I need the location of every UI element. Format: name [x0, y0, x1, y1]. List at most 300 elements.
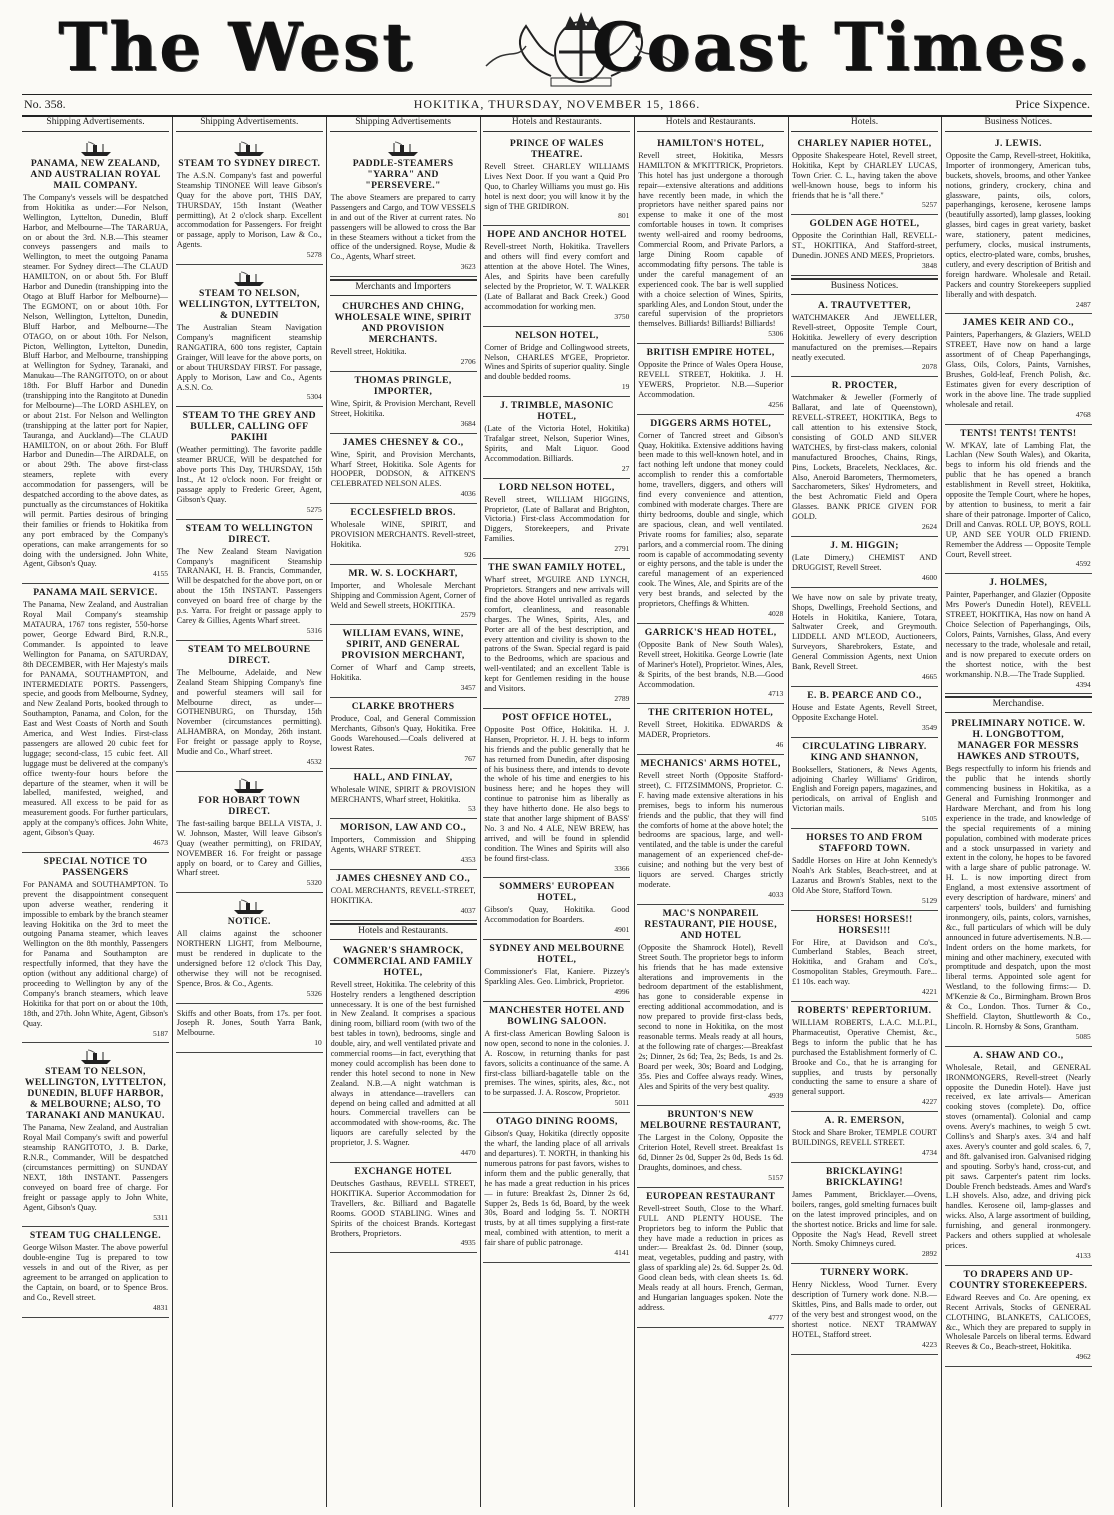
ad-number: 4223: [922, 1339, 937, 1349]
ad-body: Corner of Wharf and Camp streets, Hokitika.: [330, 663, 476, 683]
ad-number: 4133: [1075, 1250, 1091, 1260]
ad-title: STEAM TO NELSON, WELLINGTON, LYTTELTON, & DUNEDIN: [178, 288, 320, 322]
ad-number: 926: [464, 549, 476, 559]
ad-title: NELSON HOTEL,: [515, 329, 599, 341]
advertisement: [791, 1112, 938, 1163]
ad-title: A. SHAW AND CO.,: [973, 1049, 1064, 1061]
advertisement: [945, 574, 1092, 694]
ad-title: E. B. PEARCE AND CO.,: [807, 689, 922, 701]
advertisement: [330, 372, 477, 434]
ad-title: HORSES TO AND FROM STAFFORD TOWN.: [806, 832, 923, 855]
ad-number: 3848: [922, 261, 937, 271]
ad-title: MECHANICS' ARMS HOTEL,: [640, 758, 781, 770]
ad-number: 4831: [153, 1302, 168, 1312]
ad-title: ECCLESFIELD BROS.: [350, 507, 456, 519]
column-rule: [634, 117, 635, 1507]
ad-title: BRUNTON'S NEW MELBOURNE RESTAURANT,: [640, 1109, 782, 1132]
ad-title: WILLIAM EVANS, WINE, SPIRIT, AND GENERAL PROVISION MERCHANT,: [341, 628, 465, 662]
ad-body: For Hire, at Davidson and Co's., Cumberland Stables, Beach street, Hokitika, and Graham and Co's., Cosmopolitan Stables, Greymouth. Fare... £1 10s. each way.: [792, 937, 937, 987]
steamship-icon: [232, 271, 266, 287]
advertisement: [176, 265, 323, 407]
ad-body: George Wilson Master. The above powerful double-engine Tug is prepared to tow vessels in and out of the River, as per agreement to be arranged on application to the Captain, on board, or to Spence Bros. and Co., Revell street.: [23, 1243, 168, 1302]
ad-body: Revell-street South, Close to the Wharf. FULL AND PLENTY HOUSE. The Proprietors beg to inform the Public that they have made a reduction in prices as under:— Breakfast 2s. 0d. Dinner (soup, meat, vegetables, pudding and pastry, with glass of sparkling ale) 2s. 6d. Supper 2s. 0d. Good clean beds, with clean sheets 1s. 6d. Meals ready at all hours. French, German, and Hungarian languages spoken. Note the address.: [638, 1203, 784, 1312]
advertisement: [483, 135, 630, 226]
ad-body: The Panama, New Zealand, and Australian Royal Mail Company's swift and powerful steamship RANGITOTO, J. B. Darke, R.N.R., Commander, Will be despatched (circumstances permitting) on SUNDAY NEXT, 18th INSTANT. Passengers conveyed on board free of charge. For freight or passage apply to John White, Agent, Gibson's Quay.: [23, 1123, 168, 1212]
advertisement: [791, 135, 938, 215]
ad-title: SOMMERS' EUROPEAN HOTEL,: [499, 881, 615, 904]
ad-number: 5278: [306, 250, 322, 260]
ad-body: James Pamment, Bricklayer.—Ovens, boilers, ranges, gold smelting furnaces built on the latest improved principles, and on the shortest notice. Bricks and lime for sale. Opposite the Nag's Head, Revell street North. Smoky Chimneys cured.: [792, 1189, 937, 1249]
ad-body: All claims against the schooner NORTHERN LIGHT, from Melbourne, must be rendered in duplicate to the undersigned before 12 o'clock This Day, otherwise they will not be recognised. Spence, Bros. & Co., Agents.: [176, 929, 322, 988]
ad-body: The Australian Steam Navigation Company's magnificent steamship RANGATIRA, 600 tons register, Captain Grainger, Will leave for the above ports, on or about THURSDAY FIRST. For passage, Apply to Morison, Law and Co., Agents A.S.N. Co.: [176, 323, 322, 392]
ad-title: THE SWAN FAMILY HOTEL,: [488, 562, 626, 574]
ad-number: 4777: [768, 1312, 784, 1322]
ad-title: STEAM TO WELLINGTON DIRECT.: [185, 522, 313, 545]
column-heading: Hotels.: [791, 117, 938, 132]
advertisement: [637, 624, 784, 704]
masthead: [0, 0, 1114, 92]
ad-title: JAMES CHESNEY & CO.,: [342, 436, 464, 448]
ad-body: Revell street, Hokitika. The celebrity of this Hostelry renders a lengthened description unnecessary. It is one of the best furnished in New Zealand. It comprises a spacious dining room, billiard room (with two of the best tables in town), bedrooms, single and double, airy, and well ventilated private and commercial rooms—in fact, everything that money could accomplish has been done to render this hotel second to none in New Zealand. N.B.—A night watchman is always in attendance—travellers can depend on being called and admitted at all hours. Commercial travellers can be accommodated with show-rooms, &c. The liquors are carefully selected by the proprietor, J. S. Wagner.: [330, 979, 476, 1148]
advertisement: [330, 1163, 477, 1253]
section-heading: Merchants and Importers: [330, 279, 477, 296]
ad-title: EUROPEAN RESTAURANT: [646, 1190, 776, 1202]
ad-number: 4939: [768, 1091, 784, 1101]
advertisement: [176, 893, 323, 1003]
ad-body: W. M'KAY, late of Lambing Flat, the Lachlan (New South Wales), and Okarita, begs to inform his old friends and the public that he has opened a branch establishment in Revell street, Hokitika, opposite the Temple Court, where he hopes, by attention to business, to merit a fair share of their patronage. Importer of Calico, Drill and Canvas. ROLL UP, BOYS, ROLL UP, AND SEE YOUR OLD FRIEND. Remember the Address — Opposite Temple Court, Revell street.: [945, 440, 1091, 559]
ad-number: 4394: [1075, 679, 1091, 689]
ad-title: CHARLEY NAPIER HOTEL,: [797, 137, 932, 149]
ad-title: HOPE AND ANCHOR HOTEL: [487, 229, 627, 241]
ad-title: MAC'S NONPAREIL RESTAURANT, PIE HOUSE, AND HOTEL: [644, 907, 778, 941]
advertisement: [330, 870, 477, 921]
ad-number: 4996: [614, 987, 630, 996]
ad-number: 3549: [922, 722, 937, 732]
ad-title: A. R. EMERSON,: [824, 1115, 905, 1127]
ad-number: 5320: [306, 878, 322, 888]
ad-title: ROBERTS' REPERTORIUM.: [797, 1005, 932, 1016]
ad-number: 5105: [922, 814, 937, 824]
ad-number: 4532: [306, 756, 322, 766]
advertisement: [22, 135, 169, 584]
ad-number: 10: [314, 1038, 322, 1048]
ad-body: (Late Dimery,) CHEMIST AND DRUGGIST, Revell Street.: [792, 553, 937, 572]
ad-title: CIRCULATING LIBRARY. KING AND SHANNON,: [802, 740, 927, 763]
ad-body: Wine, Spirit, & Provision Merchant, Revell Street, Hokitika.: [330, 398, 476, 418]
advertisement: [637, 344, 784, 415]
ad-title: THOMAS PRINGLE, IMPORTER,: [354, 374, 452, 397]
ad-number: 2791: [614, 544, 630, 554]
ad-title: STEAM TO THE GREY AND BULLER, CALLING OFF PAKIHI: [182, 410, 316, 444]
ad-body: Painter, Paperhanger, and Glazier (Opposite Mrs Power's Dunedin Hotel), REVELL STREET, HOKITIKA, Has now on hand A Choice Selection of Paperhangings, Oils, Colors, Paints, Varnishes, Glass, And every necessary to the trade, wholesale and retail, and is now prepared to execute orders on the shortest notice, with the best workmanship. N.B.—The Trade Supplied.: [945, 590, 1091, 679]
ad-body: The Panama, New Zealand, and Australian Royal Mail Company's steamship MATAURA, 1767 tons register, 550-horse power, George Edward Bird, R.N.R., Commander. Is appointed to leave Wellington for Panama, on SATURDAY, 8th DECEMBER, with Her Majesty's mails for PANAMA, SOUTHAMPTON, and INTERMEDIATE PORTS. Passengers, specie, and goods from Melbourne, Sydney, and New Zealand Ports, booked through to Southampton, Panama, and Colon, for the East and West Coasts of North and South America, and West Indies. First-class passengers are allowed 20 cubic feet for luggage; second-class, 15 cubic feet. All luggage must be delivered at the company's office twenty-four hours before the departure of the steamer, when it will be labelled, manifested, weighed, and measured. All excess to be paid for as measurement goods. For further particulars, apply at the company's offices. John White, agent, Gibson's Quay.: [23, 600, 168, 838]
ad-title: MR. W. S. LOCKHART,: [348, 567, 458, 579]
ad-body: Opposite Shakespeare Hotel, Revell street, Hokitika, Kept by CHARLEY LUCAS, Town Crier. C. L., having taken the above well-known house, begs to inform his friends that he is "all there.": [792, 150, 937, 200]
advertisement: [945, 425, 1092, 575]
section-heading: Business Notices.: [791, 278, 938, 295]
ad-number: 4155: [153, 569, 168, 579]
advertisement: [945, 1266, 1092, 1367]
ad-title: CLARKE BROTHERS: [351, 701, 455, 713]
ad-title: A. TRAUTVETTER,: [818, 299, 911, 311]
ad-title: STEAM TO NELSON, WELLINGTON, LYTTELTON, DUNEDIN, BLUFF HARBOR, & MELBOURNE; ALSO, TO TARANAKI AND MANUKAU.: [24, 1066, 167, 1122]
ad-title: STEAM TO SYDNEY DIRECT.: [178, 157, 321, 169]
ad-body: For PANAMA and SOUTHAMPTON. To prevent the disappointment consequent upon adverse weather, rendering it impossible to embark by the branch steamer leaving Hokitika on the 3rd to meet the outgoing Panama steamer, which leaves Wellington on the 8th monthly, Passengers for Panama and Southampton are respectfully informed, that they have the option (without any additional charge) of proceeding to Wellington by any of the Company's branch steamers, which leave Hokitika for that port on or about the 10th, 18th, and 27th. John White, Agent, Gibson's Quay.: [23, 879, 168, 1028]
ad-number: 4033: [768, 889, 784, 899]
column-heading: Shipping Advertisements.: [176, 117, 323, 132]
advertisement: [330, 135, 477, 277]
ad-title: LORD NELSON HOTEL,: [499, 481, 615, 493]
ad-title: DIGGERS ARMS HOTEL,: [650, 417, 772, 429]
advertisement: [791, 687, 938, 738]
ad-body: The above Steamers are prepared to carry Passengers and Cargo, and TOW VESSELS in and out of the River at current rates. No passengers will be allowed to cross the Bar in these Steamers without a ticket from the office of the undersigned. Royse, Mudie & Co., Agents, Wharf street.: [330, 192, 476, 262]
ad-body: Stock and Share Broker, TEMPLE COURT BUILDINGS, REVELL STREET.: [792, 1128, 937, 1148]
advertisement: [637, 415, 784, 624]
ad-number: 4470: [460, 1148, 476, 1158]
advertisement: [22, 584, 169, 853]
advertisement: [637, 755, 784, 905]
masthead-title-left: The West: [58, 8, 415, 86]
advertisement: [483, 559, 630, 709]
steamship-icon: [232, 899, 266, 915]
ad-number: 4036: [460, 489, 476, 499]
ad-number: 5157: [768, 1172, 784, 1182]
advertisement: [483, 1002, 630, 1113]
ad-number: 2487: [1075, 299, 1091, 309]
steamship-icon: [79, 141, 113, 157]
advertisement: [945, 715, 1092, 1046]
ad-number: 5306: [768, 329, 784, 339]
ad-number: 4037: [460, 905, 476, 915]
ad-body: Opposite the Prince of Wales Opera House, REVELL STREET, Hokitika. J. H. YEWERS, Proprietor. N.B.—Superior Accommodation.: [638, 360, 784, 399]
advertisement: [791, 588, 938, 687]
ad-title: WAGNER'S SHAMROCK, COMMERCIAL AND FAMILY HOTEL,: [333, 944, 474, 978]
ad-number: 53: [468, 804, 476, 814]
ad-title: PRELIMINARY NOTICE. W. H. LONGBOTTOM, MANAGER FOR MESSRS HAWKES AND STROUTS,: [951, 718, 1086, 763]
ad-number: 46: [775, 740, 784, 750]
ad-body: Henry Nickless, Wood Turner. Every description of Turnery work done. N.B.—Skittles, Pins, and Balls made to order, out of the very best and strongest wood, on the shortest notice. NEXT TRAMWAY HOTEL, Stafford street.: [792, 1280, 937, 1339]
column-rule: [788, 117, 789, 1507]
advertisement: [330, 625, 477, 698]
advertisement: [330, 769, 477, 820]
advertisement: [791, 297, 938, 377]
ad-number: 2624: [922, 522, 937, 532]
ad-number: 2078: [922, 362, 937, 372]
advertisement: [176, 641, 323, 772]
ad-title: BRITISH EMPIRE HOTEL,: [646, 347, 775, 359]
advertisement: [176, 1004, 323, 1054]
ad-title: NOTICE.: [227, 916, 271, 928]
column-rule: [172, 117, 173, 1507]
advertisement: [483, 226, 630, 326]
column-heading: Shipping Advertisements: [330, 117, 477, 132]
ad-number: 5311: [153, 1212, 168, 1222]
advertisement: [483, 709, 630, 879]
ad-number: 3684: [460, 418, 476, 428]
ad-body: Saddle Horses on Hire at John Kennedy's Noah's Ark Stables, Beach-street, and at Lazarus and Brown's Stables, next to the Old Abe Store, Stafford Town.: [792, 856, 937, 895]
ad-number: 5085: [1075, 1031, 1091, 1041]
ad-title: CHURCHES AND CHING, WHOLESALE WINE, SPIRIT AND PROVISION MERCHANTS.: [334, 301, 472, 346]
advertisement: [791, 738, 938, 829]
advertisement: [945, 135, 1092, 315]
ad-title: J. HOLMES,: [989, 577, 1048, 589]
advertisement: [330, 698, 477, 769]
ad-number: 4768: [1075, 409, 1091, 419]
ad-number: 4221: [922, 987, 937, 997]
ad-body: Wholesale WINE, SPIRIT, and PROVISION MERCHANTS. Revell-street, Hokitika.: [330, 520, 476, 549]
ad-number: 3457: [460, 683, 476, 693]
ad-number: 4665: [922, 671, 937, 681]
ad-number: 5304: [306, 392, 322, 402]
ad-number: 4713: [768, 689, 784, 699]
ad-body: We have now on sale by private treaty, Shops, Dwellings, Freehold Sections, and Hotels in Hokitika, Kaniere, Totara, Saltwater Creek, and Greymouth. LIDDELL AND M'LEOD, Auctioneers, Surveyors, Sharebrokers, Estate, and General Commission Agents, next Union Bank, Revell Street.: [792, 592, 937, 672]
ad-number: 2579: [460, 610, 476, 620]
advertisement: [176, 772, 323, 893]
ad-body: The A.S.N. Company's fast and powerful Steamship TINONEE Will leave Gibson's Quay for the above port, THIS DAY, THURSDAY, 15th Instant (Weather permitting), At 2 o'clock sharp. Excellent accommodation for Passengers. For freight or passage, apply to Morison, Law & Co., Agents.: [176, 170, 322, 250]
ad-title: THE CRITERION HOTEL,: [648, 707, 774, 719]
ad-body: (Opposite Bank of New South Wales), Revell street, Hokitika. George Lowrie (late of Mariner's Hotel), Proprietor. Wines, Ales, & Spirits, of the best brands, N.B.—Good Accommodation.: [638, 639, 784, 689]
advertisement: [483, 479, 630, 559]
ad-body: Importer, and Wholesale Merchant Shipping and Commission Agent, Corner of Weld and Sewell streets, HOKITIKA.: [330, 580, 476, 610]
column-7: [945, 117, 1092, 1507]
ad-number: 4227: [922, 1097, 937, 1107]
advertisement: [330, 819, 477, 870]
ad-number: 2789: [614, 693, 630, 703]
ad-body: Revell Street, Hokitika. EDWARDS & MADER, Proprietors.: [638, 720, 784, 740]
column-heading: Hotels and Restaurants.: [637, 117, 784, 132]
ad-body: Revell street, WILLIAM HIGGINS, Proprietor, (Late of Ballarat and Brighton, Victoria.) First-class Accommodation for Diggers, Storekeepers, and Private Families.: [484, 494, 630, 544]
ad-body: Edward Reeves and Co. Are opening, ex Recent Arrivals, Stocks of GENERAL CLOTHING, BLANKETS, CALICOES, &c., Which they are prepared to supply in Wholesale Parcels on liberal terms. Edward Reeves & Co., Beach-street, Hokitika.: [945, 1292, 1091, 1352]
ad-number: 767: [464, 753, 476, 763]
ad-title: J. LEWIS.: [994, 137, 1042, 149]
ad-body: Begs respectfully to inform his friends and the public that he intends shortly commencing business in Hokitika, as a General and Furnishing Ironmonger and Hardware Merchant, and from his long experience in the trade, and knowledge of the special requirements of a mining population, combined with moderate prices and a stock unsurpassed in variety and extent in the colony, he hopes to be favored with a large share of public patronage. W. H. L. is now importing direct from England, a most extensive assortment of every description of hardware, miners' and carpenters' tools, builders' and furnishing ironmongery, oils, paints, colors, varnishes, &c., full particulars of which will be duly announced in future advertisements. N.B.—Indent orders on the home markets, for mining and other machinery, executed with promptitude and despatch, upon the most liberal terms. Appointed sole agent for Westland, to the following firms:— D. M'Kenzie & Co., Birmingham. Brown Bros & Co., London. Thos. Turner & Co., Sheffield. Clayton, Shuttleworth & Co., Lincoln. R. Hornsby & Sons, Grantham.: [945, 764, 1091, 1031]
ad-body: (Weather permitting). The favorite paddle steamer BRUCE, Will be despatched for above ports This Day, THURSDAY, 15th Inst., At 12 o'clock noon. For freight or passage apply to Frederic Greer, Agent, Gibson's Quay.: [176, 445, 322, 504]
ad-title: TURNERY WORK.: [820, 1267, 909, 1279]
column-heading: Shipping Advertisements.: [22, 117, 169, 132]
issue-price: Price Sixpence.: [1015, 97, 1090, 111]
ad-body: Wholesale WINE, SPIRIT & PROVISION MERCHANTS, Wharf street, Hokitika.: [330, 784, 476, 804]
ad-title: BRICKLAYING! BRICKLAYING!: [826, 1165, 903, 1188]
column-4: [483, 117, 630, 1507]
ad-title: HAMILTON'S HOTEL,: [657, 137, 765, 149]
ad-title: GARRICK'S HEAD HOTEL,: [644, 626, 777, 638]
advertisement: [791, 1163, 938, 1264]
advertisement: [22, 1227, 169, 1317]
ad-number: 4935: [460, 1238, 476, 1248]
column-heading: Business Notices.: [945, 117, 1092, 132]
column-6: [791, 117, 938, 1507]
advertisement: [791, 911, 938, 1002]
ad-body: (Late of the Victoria Hotel, Hokitika) Trafalgar street, Nelson, Superior Wines, Spirits, and Malt Liquor. Good Accommodation. Billiards.: [484, 424, 630, 463]
ad-title: J. TRIMBLE, MASONIC HOTEL,: [500, 400, 614, 423]
ad-number: 3366: [614, 863, 630, 873]
steamship-icon: [232, 141, 266, 157]
ad-title: JAMES CHESNEY AND CO.,: [336, 873, 471, 885]
masthead-title-right: Coast Times.: [591, 8, 1092, 86]
ad-body: Revell street North (Opposite Stafford-street), C. FITZSIMMONS, Proprietor. C. F. having made extensive alterations in his premises, begs to inform his numerous friends and the public, that they will find the comforts of home at the above hotel; the bedrooms are spacious, large, and well-ventilated, and the table is under the careful management of an experienced chef-de-cuisine; and nothing but the very best of liquors are served. Charges strictly moderate.: [638, 771, 784, 889]
ad-number: 3623: [460, 262, 476, 272]
section-heading: Hotels and Restaurants.: [330, 923, 477, 940]
ad-title: EXCHANGE HOTEL: [354, 1166, 452, 1177]
column-rule: [941, 117, 942, 1507]
advertisement: [483, 940, 630, 1002]
column-rule: [326, 117, 327, 1507]
advertisement: [637, 1106, 784, 1188]
ad-body: The Largest in the Colony, Opposite the Criterion Hotel, Revell street. Breakfast 1s 6d, Dinner 2s 0d, Supper 2s 0d, Beds 1s 6d. Draughts, dominoes, and chess.: [638, 1133, 784, 1173]
ad-number: 3750: [614, 311, 630, 321]
ad-number: 4673: [153, 838, 168, 847]
advertisement: [945, 314, 1092, 424]
ad-body: Opposite the Corinthian Hall, REVELL-ST., HOKITIKA, And Stafford-street, Dunedin. JONES AND MEES, Proprietors.: [792, 231, 937, 261]
section-heading: Merchandise.: [945, 696, 1092, 713]
advertisement: [637, 1188, 784, 1328]
advertisement: [176, 520, 323, 641]
columns-area: [22, 117, 1092, 1507]
ad-body: WATCHMAKER And JEWELLER, Revell-street, Opposite Temple Court, Hokitika. Jewellery of every description manufactured on the premises.—Repairs neatly executed.: [792, 312, 937, 362]
steamship-icon: [232, 778, 266, 794]
advertisement: [945, 1047, 1092, 1266]
advertisement: [483, 397, 630, 479]
ad-body: Revell street, Hokitika, Messrs HAMILTON & M'KITTRICK, Proprietors. This hotel has just undergone a thorough repair—extensive alterations and additions have recently been made, in which the proprietors have neither spared pains nor expense to make it one of the most comfortable houses in town. It comprises twenty well-aired and roomy bedrooms, Commercial Room, and Private Parlors, a large Dining Room capable of accommodating fifty persons. The table is under the careful management of an experienced cook. The bar is well supplied with a choice selection of Wines, Spirits, sparkling Ales, and London Stout, under the careful supervision of the proprietors themselves. Billiards! Billiards! Billiards!: [638, 150, 784, 329]
ad-title: FOR HOBART TOWN DIRECT.: [198, 794, 301, 817]
advertisement: [791, 1002, 938, 1112]
ad-title: GOLDEN AGE HOTEL,: [809, 218, 920, 230]
ad-title: R. PROCTER,: [831, 380, 898, 392]
ad-title: SYDNEY AND MELBOURNE HOTEL,: [489, 943, 625, 966]
ad-body: Deutsches Gasthaus, REVELL STREET, HOKITIKA. Superior Accommodation for Travellers, &c. Billiard and Bagatelle Rooms. GOOD STABLING. Wines and Spirits of the choicest Brands. Kortegast Brothers, Proprietors.: [330, 1179, 476, 1238]
ad-body: The Melbourne, Adelaide, and New Zealand Steam Shipping Company's fine and powerful steamers will sail for Melbourne direct, as under— GOTHENBURG, on Thursday, 15th November (circumstances permitting). ALHAMBRA, on Monday, 26th instant. For freight or passage apply to Royse, Mudie and Co., Wharf street.: [176, 667, 322, 757]
ad-title: HORSES! HORSES!! HORSES!!!: [816, 913, 913, 936]
ad-number: 4962: [1075, 1352, 1091, 1362]
ad-title: MANCHESTER HOTEL AND BOWLING SALOON.: [489, 1004, 625, 1027]
advertisement: [330, 565, 477, 626]
ad-title: STEAM TO MELBOURNE DIRECT.: [188, 643, 311, 666]
advertisement: [176, 407, 323, 519]
ad-title: TO DRAPERS AND UP-COUNTRY STOREKEEPERS.: [949, 1268, 1088, 1291]
ad-title: OTAGO DINING ROOMS,: [496, 1116, 618, 1128]
advertisement: [791, 829, 938, 911]
advertisement: [330, 434, 477, 505]
column-heading: Hotels and Restaurants.: [483, 117, 630, 132]
ad-title: JAMES KEIR AND CO.,: [962, 317, 1074, 329]
dateline: [22, 94, 1092, 117]
advertisement: [791, 537, 938, 588]
advertisement: [176, 135, 323, 265]
ad-number: 19: [621, 382, 630, 392]
ad-body: Painters, Paperhangers, & Glaziers, WELD STREET, Have now on hand a large assortment of of Cheap Paperhangings, Glass, Oils, Colors, Paints, Varnishes, Brushes, Gold-leaf, French Polish, &c. Estimates given for every description of work in the above line. The trade supplied wholesale and retail.: [945, 330, 1091, 409]
ad-number: 4901: [614, 925, 630, 935]
advertisement: [637, 704, 784, 755]
ad-title: POST OFFICE HOTEL,: [502, 711, 612, 723]
steamship-icon: [386, 141, 420, 157]
ad-body: Wharf street, M'GUIRE AND LYNCH, Proprietors. Strangers and new arrivals will find the above Hotel unrivalled as regards comfort, cleanliness, and reasonable charges. The Wines, Spirits, Ales, and Porter are all of the best description, and every attention and civility is shown to the patrons of the Swan. Special regard is paid to the Bedrooms, which are spacious and well-ventilated; and an excellent Table is kept for Gentlemen residing in the house and Visitors.: [484, 575, 630, 694]
advertisement: [637, 905, 784, 1107]
ad-number: 4600: [922, 572, 937, 582]
ad-number: 4734: [922, 1147, 937, 1157]
ad-body: House and Estate Agents, Revell Street, Opposite Exchange Hotel.: [792, 702, 937, 722]
ad-body: Gibson's Quay, Hokitika (directly opposite the wharf, the landing place of all arrivals and departures). T. NORTH, in thanking his numerous patrons for past favors, wishes to inform them and the public generally, that he has made a great reduction in his prices — in future: Breakfast 2s, Dinner 2s 6d, Supper 2s, Beds 1s 6d, Board, by the week 30s, Board and lodging 5s. T. NORTH trusts, by at all times supplying a first-rate meal, combined with attention, to merit a fair share of public patronage.: [484, 1129, 630, 1248]
ad-body: Wine, Spirit, and Provision Merchants, Wharf Street, Hokitika. Sole Agents for HOOPER, DODSON, & AITKEN'S CELEBRATED NELSON ALES.: [330, 449, 476, 489]
column-5: [637, 117, 784, 1507]
ad-number: 5257: [922, 200, 937, 210]
ad-title: PANAMA, NEW ZEALAND, AND AUSTRALIAN ROYAL MAIL COMPANY.: [30, 157, 161, 191]
ad-number: 5316: [306, 625, 322, 635]
ad-body: Booksellers, Stationers, & News Agents, adjoining Charley Williams' Gridiron, English and Foreign papers, magazines, and periodicals, on arrival of English and Victorian mails.: [792, 764, 937, 814]
ad-title: STEAM TUG CHALLENGE.: [29, 1230, 162, 1242]
issue-number: No. 358.: [24, 97, 66, 111]
ad-number: 2892: [922, 1249, 937, 1259]
ad-number: 5326: [306, 988, 322, 998]
advertisement: [791, 215, 938, 276]
ad-number: 5129: [922, 895, 937, 905]
ad-body: Importers, Commission and Shipping Agents, WHARF STREET.: [330, 835, 476, 855]
ad-title: PANAMA MAIL SERVICE.: [33, 587, 158, 599]
ad-body: Corner of Bridge and Collingwood streets, Nelson, CHARLES M'GEE, Proprietor. Wines and Spirits of superior quality. Single and double bedded rooms.: [484, 342, 630, 382]
place-date: HOKITIKA, THURSDAY, NOVEMBER 15, 1866.: [413, 97, 701, 111]
ad-body: Opposite the Camp, Revell-street, Hokitika, Importer of ironmongery, American tubs, buckets, shovels, brooms, and other Yankee notions, grindery, crockery, china and glassware, paints, oils, colors, paperhangings, kerosene, kerosene lamps (beautifully assorted), lamp glasses, looking glasses, bird cages in great variety, basket ware, stationery, patent medicines, perfumery, clocks, musical instruments, optics, electro-plated ware, combs, brushes, cutlery, and every description of British and foreign hardware. Wholesale and Retail. Packers and country Storekeepers supplied liberally and with despatch.: [945, 150, 1091, 299]
ad-number: 801: [618, 211, 630, 221]
ad-body: Opposite Post Office, Hokitika. H. J. Hansen, Proprietor. H. J. H. begs to inform his friends and the public generally that he has returned from Dunedin, after disposing of his business there, and intends to devote the whole of his time and energies to his business here; and he hopes they will continue to patronise him as liberally as they have hitherto done. He also begs to state that another large shipment of BASS' No. 3 and No. 4 ALE, NEW BREW, has arrived, and will be found in splendid condition. The Wines and Spirits will also be found first-class.: [484, 724, 630, 863]
ad-body: The Company's vessels will be despatched from Hokitika as under:—For Nelson, Wellington, Lyttelton, Dunedin, Bluff Harbor, and Melbourne—The TARARUA, on or about the 3rd. N.B.—This steamer conveys passengers and mails to Wellington, to meet the outgoing Panama steamer. For Sydney direct—The CLAUD HAMILTON, on or about 5th. For Bluff Harbor and Dunedin (transhipping into the Otago at Bluff Harbor for Melbourne)—The EGMONT, on or about 10th. For Nelson, Wellington, Lyttelton, Dunedin, Bluff Harbor, and Melbourne—The OTAGO, on or about 10th. For Nelson, Picton, Wellington, Lyttelton, Dunedin, Bluff Harbor, and Melbourne, transhipping at Wellington for Sydney, Taranaki, and Manukau—The RANGITOTO, on or about 18th. For Bluff Harbor and Dunedin (transhipping into the Rangitoto at Dunedin for Melbourne)—The LORD ASHLEY, on or about 21st. For Nelson and Wellington (transhipping at the latter port for Napier, Tauranga, and Auckland)—The CLAUD HAMILTON, on or about 26th. For Bluff Harbor and Dunedin—The AIRDALE, on or about 29th. The above first-class steamers, replete with every accommodation for passengers, will be despatched according to the above dates, as punctually as the circumstances of Hokitika will permit. Parties desirous of bringing their families or friends to Hokitika from any port embraced by the Company's operations, can make arrangements for so doing with the undersigned. John White, Agent, Gibson's Quay.: [23, 192, 168, 569]
ad-title: HALL, AND FINLAY,: [353, 771, 453, 783]
ad-title: SPECIAL NOTICE TO PASSENGERS: [43, 855, 148, 878]
column-rule: [480, 117, 481, 1507]
ad-body: Watchmaker & Jeweller (Formerly of Ballarat, and late of Queenstown), REVELL-STREET, HOKITIKA, Begs to call attention to his extensive Stock, consisting of GOLD AND SILVER WATCHES, by first-class makers, colonial manufactured Brooches, Chains, Rings, Pins, Lockets, Bracelets, Necklaces, &c. Also, Aneroid Barometers, Thermometers, Saccharometers, Sikes' Hydrometers, and the best Achromatic Field and Opera Glasses. BANK PRICE GIVEN FOR GOLD.: [792, 393, 937, 522]
ad-body: Corner of Tancred street and Gibson's Quay, Hokitika. Extensive additions having been made to this well-known hotel, and in fact nothing left undone that money could accomplish to render this a comfortable home, travellers, diggers, and others will find every convenience and attention, combined with moderate charges. There are thirty bedrooms, double and single, which are spacious, clean, and well ventilated. Private rooms for families; also, separate parlors, and a commercial room. The dining room is capable of accommodating seventy or eighty persons, and the table is under the careful management of an experienced cook. The Wines, Ale, and Spirits are of the very best brands, and selected by the proprietors, Cheffings & Whitten.: [638, 430, 784, 609]
ad-number: 27: [621, 463, 630, 473]
ad-number: 4028: [768, 608, 784, 618]
ad-number: 5275: [306, 504, 322, 514]
ad-body: Revell street, Hokitika.: [330, 347, 407, 357]
ad-body: Revell Street. CHARLEY WILLIAMS Lives Next Door. If you want a Quid Pro Quo, to Charley Williams you must go. His hotel is next door; you will know it by the sign of THE GRIDIRON.: [484, 161, 630, 211]
ad-number: 4592: [1075, 559, 1091, 569]
ad-title: PRINCE OF WALES THEATRE.: [509, 137, 604, 160]
advertisement: [483, 878, 630, 940]
ad-body: Produce, Coal, and General Commission Merchants, Gibson's Quay, Hokitika. Free Goods Warehoused.—Coals delivered at lowest Rates.: [330, 714, 476, 753]
column-2: [176, 117, 323, 1507]
advertisement: [330, 942, 477, 1163]
advertisement: [637, 135, 784, 344]
column-1: [22, 117, 169, 1507]
ad-body: Commissioner's Flat, Kaniere. Pizzey's Sparkling Ales. Geo. Limbrick, Proprietor.: [484, 967, 630, 987]
advertisement: [330, 504, 477, 565]
ad-body: Skiffs and other Boats, from 17s. per foot. Joseph R. Jones, South Yarra Bank, Melbourne.: [176, 1008, 322, 1038]
ad-body: (Opposite the Shamrock Hotel), Revell Street South. The proprietor begs to inform his friends that he has made extensive alterations and improvements in the bedroom department of the establishment, has gone to considerable expense in erecting additional accommodation, and is now prepared to provide first-class beds, second to none in Hokitika, on the most reasonable terms. Meals ready at all hours, at the following rate of charges:—Breakfast 2s; Dinner, 2s 6d; Tea, 2s; Beds, 1s and 2s. Board per week, 30s; Board and Lodging, 35s. Pies and Coffee always ready. Wines, Ales and Spirits of the very best quality.: [638, 942, 784, 1091]
column-3: [330, 117, 477, 1507]
ad-body: Revell-street North, Hokitika. Travellers and others will find every comfort and attention at the above Hotel. The Wines, Ales, and Spirits have been carefully selected by the Proprietor, W. T. WALKER (Late of Ballarat and Back Creek.) Good accommodation for working men.: [484, 242, 630, 311]
ad-body: Gibson's Quay, Hokitika. Good Accommodation for Boarders.: [484, 905, 630, 925]
steamship-icon: [79, 1049, 113, 1065]
ad-number: 2706: [460, 356, 476, 366]
ad-body: The New Zealand Steam Navigation Company's magnificent Steamship TARANAKI, H. B. Francis, Commander, Will be despatched for the above port, on or about the 15th INSTANT. Passengers conveyed on board free of charge by the p.s. Yarra. For freight or passage apply to Carey & Gillies, Agents Wharf street.: [176, 546, 322, 625]
ad-body: Wholesale, Retail, and GENERAL IRONMONGERS, Revell-street (Nearly opposite the Dunedin Hotel). Have just received, ex late arrivals— American cooking stoves (complete). Do, office stoves (ornamental). Colonial and camp ovens. Avery's machines, to weigh 5 cwt. Collins's and Sharp's axes. 3/4 and half axes. Avery's counter and gold scales. 6, 7, and 8ft. galvanised iron. Galvanised ridging and spouting. Sorby's hand, cross-cut, and pit saws. Carpenter's patent rim locks. Double French bedsteads. Ames and Ward's L.H shovels. Also, adze, and driving pick handles. Kerosene oil, lamp-glasses and wicks. Also, A large assortment of building, furnishing, and general ironmongery. Packers and others supplied at wholesale prices.: [945, 1062, 1091, 1250]
ad-number: 5187: [153, 1028, 168, 1038]
ad-number: 4353: [460, 855, 476, 865]
advertisement: [483, 327, 630, 398]
ad-number: 5011: [614, 1098, 630, 1108]
advertisement: [22, 853, 169, 1044]
ad-body: COAL MERCHANTS, REVELL-STREET, HOKITIKA.: [330, 886, 476, 905]
ad-title: PADDLE-STEAMERS "YARRA" AND "PERSEVERE.": [352, 157, 454, 191]
ad-title: TENTS! TENTS! TENTS!: [960, 427, 1077, 439]
ad-body: The fast-sailing barque BELLA VISTA, J. W. Johnson, Master, Will leave Gibson's Quay (weather permitting), on FRIDAY, NOVEMBER 16. For freight or passage apply on board, or to Carey and Gillies, Wharf street.: [176, 818, 322, 878]
ad-number: 4256: [768, 399, 784, 409]
ad-body: A first-class American Bowling Saloon is now open, second to none in the colonies. J. A. Roscow, in returning thanks for past favors, solicits a continuance of the same. A first-class billiard-bagatelle table on the premises. The wines, spirits, ales, &c., not to be surpassed. J. A. Roscow, Proprietor.: [484, 1028, 630, 1098]
ad-body: WILLIAM ROBERTS, L.A.C. M.L.P.I., Pharmaceutist, Operative Chemist, &c., Begs to inform the public that he has purchased the Establishment formerly of C. Brooke and Co., that he is arranging for supplies, and trusts by personally conducting the same to ensure a share of general support.: [792, 1018, 937, 1097]
advertisement: [330, 298, 477, 372]
advertisement: [22, 1043, 169, 1227]
advertisement: [483, 1113, 630, 1263]
